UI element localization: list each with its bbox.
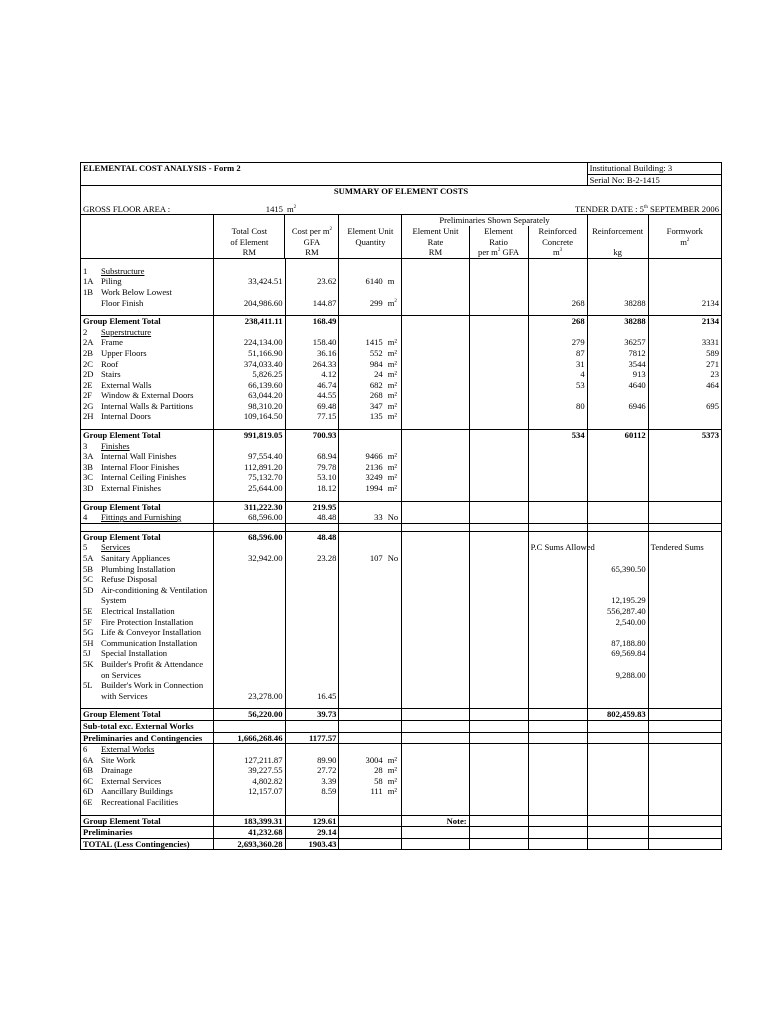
preliminaries-row: Preliminaries 41,232.68 29.14 — [81, 827, 722, 839]
summary-title: SUMMARY OF ELEMENT COSTS — [81, 186, 722, 197]
pc-sum-value: 9,288.00 — [587, 670, 648, 681]
group-total-g5: Group Element Total 56,220.00 39.73 802,459.83 — [81, 709, 722, 721]
item-5j — [81, 648, 722, 659]
item-6c: 6C External Services 4,802.82 3.39 58 m² — [81, 776, 722, 787]
item-name-cont: Floor Finish — [81, 298, 214, 309]
item-name: Stairs — [101, 369, 121, 380]
section-number: 3 — [83, 440, 88, 451]
section-name: Finishes — [101, 440, 130, 451]
tender-date: TENDER DATE : 5th SEPTEMBER 2006 — [339, 204, 722, 215]
item-name-cont: on Services — [81, 670, 214, 681]
tendered-sums-label: Tendered Sums — [648, 542, 721, 553]
group-total-g2: Group Element Total 991,819.05 700.93 534 60112 5373 — [81, 430, 722, 441]
section-number: 4 — [83, 512, 88, 523]
col-concrete-2: Concrete — [528, 237, 587, 248]
item-name: Internal Wall Finishes — [101, 451, 177, 462]
item-3d: 3D External Finishes 25,644.00 18.12 1994 m² — [81, 483, 722, 494]
col-total-cost-2: of Element — [214, 237, 285, 248]
section-name: Services — [101, 542, 131, 553]
col-concrete-3: $m^3$ — [528, 247, 587, 258]
item-name: Life & Conveyor Installation — [101, 627, 201, 638]
item-2d: 2D Stairs 5,826.25 4.12 24 m² 4 913 23 — [81, 369, 722, 380]
item-code: 5D — [83, 584, 94, 595]
item-1a: 1A Piling 33,424.51 23.62 6140 m — [81, 276, 722, 287]
item-6a: 6A Site Work 127,211.87 89.90 3004 m² — [81, 755, 722, 766]
item-name: External Services — [101, 775, 162, 786]
col-reinforcement-2 — [587, 237, 648, 248]
item-name: External Finishes — [101, 483, 161, 494]
item-name: Air-conditioning & Ventilation — [101, 584, 208, 595]
cost-table — [80, 162, 722, 259]
section-number: 6 — [83, 744, 88, 755]
pc-sum-value: 87,188.80 — [587, 638, 648, 649]
item-code: 2C — [83, 358, 94, 369]
section-number: 1 — [83, 265, 88, 276]
item-code: 6D — [83, 786, 94, 797]
col-unit-qty-2: Quantity — [339, 237, 402, 248]
pc-sums-label: P.C Sums Allowed — [528, 542, 587, 553]
group-total-g3: Group Element Total 311,222.30 219.95 — [81, 501, 722, 512]
section-s6 — [81, 744, 722, 755]
col-reinforcement-3: kg — [587, 247, 648, 258]
spacer-row — [81, 308, 722, 316]
item-code: 2H — [83, 411, 94, 422]
item-code: 3C — [83, 472, 94, 483]
group-total-g4: Group Element Total 68,596.00 48.48 — [81, 531, 722, 542]
spacer-row — [81, 701, 722, 709]
section-name: External Works — [101, 744, 155, 755]
item-5a: 5A Sanitary Appliances 32,942.00 23.28 107 No — [81, 553, 722, 564]
item-name-cont: System — [81, 595, 214, 606]
item-code: 2B — [83, 347, 94, 358]
item-1b-cont: Floor Finish 204,986.60 144.87 299 $m^2$ 268 38288 2134 — [81, 298, 722, 309]
item-code: 6A — [83, 754, 94, 765]
section-name: Fittings and Furnishing — [101, 512, 182, 523]
note-label: Note: — [402, 815, 469, 827]
item-5d-cont — [81, 595, 722, 606]
spacer-row — [81, 259, 722, 266]
col-concrete: Reinforced — [528, 226, 587, 237]
col-cost-per-m2: Cost per $m^2$ — [285, 226, 339, 237]
item-code: 6C — [83, 775, 94, 786]
form-title: ELEMENTAL COST ANALYSIS - Form 2 — [81, 163, 588, 175]
col-unit-rate-2: Rate — [402, 237, 469, 248]
item-1b — [81, 287, 722, 298]
col-total-cost: Total Cost — [214, 226, 285, 237]
subtotal-row-1: Sub-total exc. External Works — [81, 720, 722, 732]
gfa-value: 1415 — [265, 203, 283, 214]
section-name: Substructure — [101, 265, 145, 276]
item-5l-cont: with Services 23,278.00 16.45 — [81, 691, 722, 702]
item-code: 5B — [83, 563, 94, 574]
item-code: 5J — [83, 648, 91, 659]
item-name: External Walls — [101, 379, 152, 390]
item-2f: 2F Window & External Doors 63,044.20 44.55 268 m² — [81, 390, 722, 401]
section-s3 — [81, 441, 722, 452]
item-name: Plumbing Installation — [101, 563, 176, 574]
section-s2 — [81, 327, 722, 338]
item-code: 1A — [83, 276, 94, 287]
item-name: Roof — [101, 358, 119, 369]
item-code: 5C — [83, 574, 94, 585]
item-code: 3A — [83, 451, 94, 462]
item-5k-cont — [81, 670, 722, 681]
item-name: Recreational Facilities — [101, 797, 179, 808]
item-5d — [81, 585, 722, 596]
item-6e — [81, 797, 722, 808]
item-code: 3B — [83, 461, 94, 472]
item-name: Upper Floors — [101, 347, 147, 358]
item-5k — [81, 659, 722, 670]
item-code: 5L — [83, 680, 93, 691]
gfa-label: GROSS FLOOR AREA : — [81, 204, 214, 215]
item-name: Electrical Installation — [101, 605, 175, 616]
item-2g: 2G Internal Walls & Partitions 98,310.20 69.48 347 m² 80 6946 695 — [81, 401, 722, 412]
item-name: Builder's Work in Connection — [101, 680, 204, 691]
item-name: Special Installation — [101, 648, 168, 659]
pc-sum-value: 12,195.29 — [587, 595, 648, 606]
cost-analysis-sheet — [80, 162, 722, 850]
item-code: 5H — [83, 637, 94, 648]
item-code: 2G — [83, 400, 94, 411]
grand-total-row: TOTAL (Less Contingencies) 2,693,360.28 1903.43 — [81, 838, 722, 850]
section-name: Superstructure — [101, 326, 152, 337]
subtotal-row-2: Preliminaries and Contingencies 1,666,268.46 1177.57 — [81, 732, 722, 744]
gfa-unit: $m^2$ — [286, 203, 297, 214]
item-name: Work Below Lowest — [101, 286, 172, 297]
col-ratio: Element — [469, 226, 528, 237]
item-code: 5A — [83, 553, 94, 563]
item-code: 6E — [83, 797, 93, 808]
col-unit-rate-3: RM — [402, 247, 469, 258]
item-6d: 6D Aancillary Buildings 12,157.07 8.59 111 m² — [81, 786, 722, 797]
col-reinforcement: Reinforcement — [587, 226, 648, 237]
item-2e: 2E External Walls 66,139.60 46.74 682 m² 53 4640 464 — [81, 380, 722, 391]
item-code: 5G — [83, 627, 94, 638]
col-cost-per-m2-2: GFA — [285, 237, 339, 248]
item-5l — [81, 680, 722, 691]
item-2a: 2A Frame 224,134.00 158.40 1415 m² 279 36257 3331 — [81, 337, 722, 348]
col-unit-qty: Element Unit — [339, 226, 402, 237]
item-2b: 2B Upper Floors 51,166.90 36.16 552 m² 87 7812 589 — [81, 348, 722, 359]
cost-body — [80, 259, 722, 851]
item-name: Communication Installation — [101, 637, 198, 648]
item-code: 2F — [83, 390, 93, 401]
item-name: Fire Protection Installation — [101, 616, 194, 627]
item-code: 2A — [83, 337, 94, 348]
col-ratio-3: per $m^2$ GFA — [469, 247, 528, 258]
item-3c: 3C Internal Ceiling Finishes 75,132.70 53.10 3249 m² — [81, 472, 722, 483]
section-s1 — [81, 266, 722, 277]
item-6b: 6B Drainage 39,227.55 27.72 28 m² — [81, 765, 722, 776]
item-code: 5E — [83, 605, 93, 616]
item-5g — [81, 627, 722, 638]
serial-number: Serial No: B-2-1415 — [587, 174, 721, 186]
spacer-row — [81, 808, 722, 816]
group-total-g6: Group Element Total 183,399.31 129.61 Note: — [81, 815, 722, 827]
item-5f — [81, 617, 722, 628]
item-name: Refuse Disposal — [101, 574, 158, 585]
item-code: 5K — [83, 658, 94, 669]
item-name: Internal Ceiling Finishes — [101, 472, 186, 483]
pc-sum-value: 69,569.84 — [587, 648, 648, 659]
prelim-note: Preliminaries Shown Separately — [402, 215, 587, 226]
section-s4: 4 Fittings and Furnishing 68,596.00 48.48 33 No — [81, 512, 722, 523]
item-name: Piling — [101, 276, 122, 287]
col-formwork: Formwork — [648, 226, 721, 237]
item-5e — [81, 606, 722, 617]
pc-sum-value: 65,390.50 — [587, 564, 648, 575]
item-name: Sanitary Appliances — [101, 553, 170, 563]
item-2h: 2H Internal Doors 109,164.50 77.15 135 m² — [81, 411, 722, 422]
item-name: Drainage — [101, 765, 133, 776]
item-5c — [81, 574, 722, 585]
spacer-row — [81, 523, 722, 531]
item-name: Aancillary Buildings — [101, 786, 173, 797]
item-code: 6B — [83, 765, 94, 776]
item-2c: 2C Roof 374,033.40 264.33 984 m² 31 3544 271 — [81, 359, 722, 370]
item-name: Builder's Profit & Attendance — [101, 658, 204, 669]
col-ratio-2: Ratio — [469, 237, 528, 248]
col-formwork-2: $m^2$ — [648, 237, 721, 248]
spacer-row — [81, 494, 722, 502]
item-3b: 3B Internal Floor Finishes 112,891.20 79.78 2136 m² — [81, 462, 722, 473]
item-name: Internal Walls & Partitions — [101, 400, 193, 411]
item-code: 5F — [83, 616, 93, 627]
group-total-g1: Group Element Total 238,411.11 168.49 268 38288 2134 — [81, 316, 722, 327]
item-5b — [81, 564, 722, 575]
pc-sum-value: 2,540.00 — [587, 617, 648, 628]
item-name: Internal Floor Finishes — [101, 461, 180, 472]
pc-sum-value: 556,287.40 — [587, 606, 648, 617]
item-name-cont: with Services — [81, 691, 214, 702]
col-cost-per-m2-3: RM — [285, 247, 339, 258]
section-number: 5 — [83, 542, 88, 553]
col-total-cost-3: RM — [214, 247, 285, 258]
item-5h — [81, 638, 722, 649]
item-3a: 3A Internal Wall Finishes 97,554.40 68.94 9466 m² — [81, 451, 722, 462]
item-name: Site Work — [101, 754, 136, 765]
item-code: 2D — [83, 369, 94, 380]
section-number: 2 — [83, 326, 88, 337]
item-name: Internal Doors — [101, 411, 151, 422]
item-code: 1B — [83, 286, 94, 297]
col-unit-rate: Element Unit — [402, 226, 469, 237]
item-name: Frame — [101, 337, 123, 348]
spacer-row — [81, 422, 722, 430]
building-type: Institutional Building: 3 — [587, 163, 721, 175]
item-name: Window & External Doors — [101, 390, 194, 401]
section-s5 — [81, 542, 722, 553]
item-code: 3D — [83, 483, 94, 494]
item-code: 2E — [83, 379, 93, 390]
